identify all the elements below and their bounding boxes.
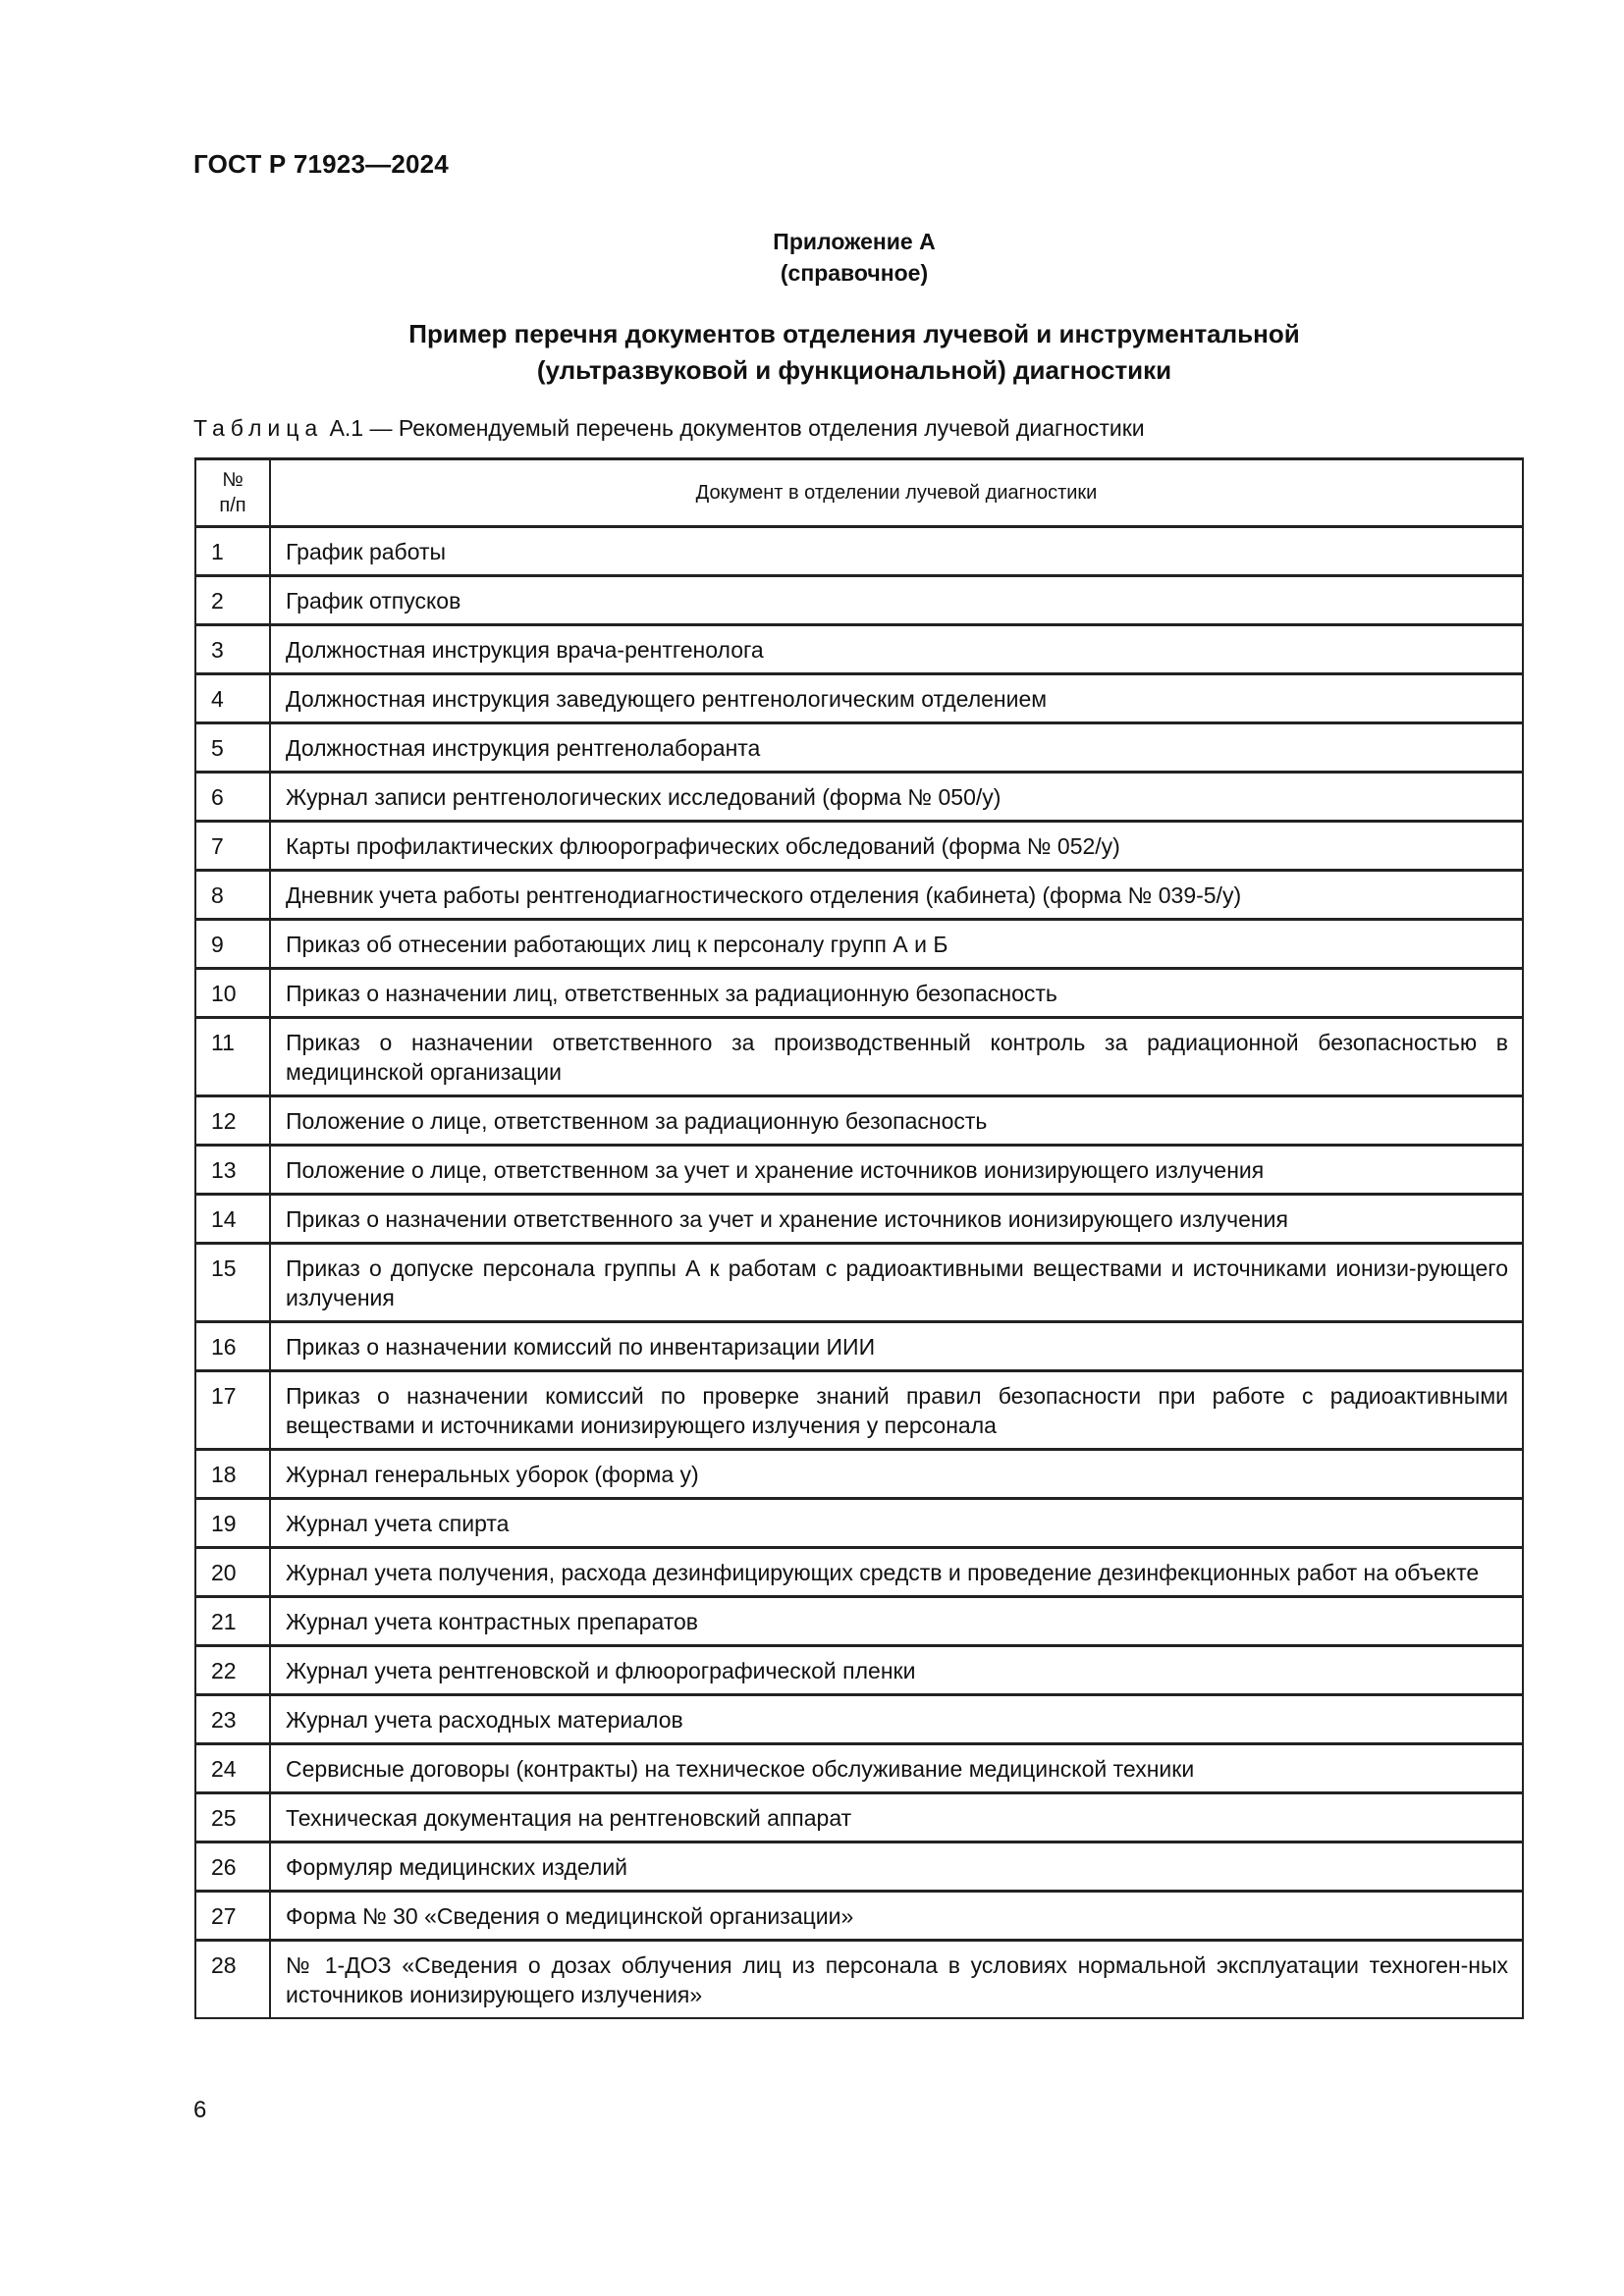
row-number: 11 xyxy=(195,1018,270,1096)
page-number: 6 xyxy=(193,2097,207,2123)
table-caption-text: А.1 — Рекомендуемый перечень документов отделения лучевой диагностики xyxy=(329,415,1145,441)
column-header-document: Документ в отделении лучевой диагностики xyxy=(270,459,1523,527)
row-number: 3 xyxy=(195,625,270,674)
table-row xyxy=(195,527,1523,576)
column-header-number: № п/п xyxy=(195,459,270,527)
table-row xyxy=(195,969,1523,1018)
table-caption xyxy=(193,415,1145,442)
table-row xyxy=(195,1450,1523,1499)
row-number: 17 xyxy=(195,1371,270,1450)
table-row xyxy=(195,1892,1523,1941)
row-number: 15 xyxy=(195,1244,270,1322)
table-row xyxy=(195,625,1523,674)
row-number: 13 xyxy=(195,1146,270,1195)
table-row xyxy=(195,1244,1523,1322)
table-row xyxy=(195,1371,1523,1450)
row-document: Журнал учета спирта xyxy=(270,1499,1523,1548)
row-document: Журнал учета расходных материалов xyxy=(270,1695,1523,1744)
row-number: 1 xyxy=(195,527,270,576)
table-caption-prefix: Таблица xyxy=(193,415,324,441)
row-number: 9 xyxy=(195,920,270,969)
table-row xyxy=(195,576,1523,625)
table-row xyxy=(195,1195,1523,1244)
annex-title-line-2: (ультразвуковой и функциональной) диагностики xyxy=(536,355,1172,385)
row-document: Приказ об отнесении работающих лиц к персоналу групп А и Б xyxy=(270,920,1523,969)
table-row xyxy=(195,1597,1523,1646)
row-document: Приказ о назначении лиц, ответственных за радиационную безопасность xyxy=(270,969,1523,1018)
row-number: 28 xyxy=(195,1941,270,2019)
table-row xyxy=(195,1695,1523,1744)
row-document: Журнал генеральных уборок (форма у) xyxy=(270,1450,1523,1499)
table-row xyxy=(195,773,1523,822)
row-document: Карты профилактических флюорографических обследований (форма № 052/у) xyxy=(270,822,1523,871)
annex-type: (справочное) xyxy=(780,260,929,286)
row-document: Приказ о допуске персонала группы А к работам с радиоактивными веществами и источниками ионизи-рующего излучения xyxy=(270,1244,1523,1322)
table-row xyxy=(195,1146,1523,1195)
row-document: Журнал учета контрастных препаратов xyxy=(270,1597,1523,1646)
document-code: ГОСТ Р 71923—2024 xyxy=(193,149,449,179)
row-document: Должностная инструкция заведующего рентгенологическим отделением xyxy=(270,674,1523,723)
annex-heading xyxy=(0,226,1624,289)
row-document: Приказ о назначении ответственного за учет и хранение источников ионизирующего излучения xyxy=(270,1195,1523,1244)
row-document: Формуляр медицинских изделий xyxy=(270,1842,1523,1892)
table-row xyxy=(195,723,1523,773)
annex-title xyxy=(0,316,1624,389)
table-row xyxy=(195,1548,1523,1597)
row-number: 24 xyxy=(195,1744,270,1793)
table-row xyxy=(195,920,1523,969)
table-row xyxy=(195,1744,1523,1793)
row-document: Приказ о назначении комиссий по проверке знаний правил безопасности при работе с радиоактивными веществами и источниками ионизирующего излучения у персонала xyxy=(270,1371,1523,1450)
row-document: Дневник учета работы рентгенодиагностического отделения (кабинета) (форма № 039-5/у) xyxy=(270,871,1523,920)
row-number: 21 xyxy=(195,1597,270,1646)
row-number: 18 xyxy=(195,1450,270,1499)
table-row xyxy=(195,1646,1523,1695)
row-document: Сервисные договоры (контракты) на техническое обслуживание медицинской техники xyxy=(270,1744,1523,1793)
row-document: Техническая документация на рентгеновский аппарат xyxy=(270,1793,1523,1842)
row-document: Форма № 30 «Сведения о медицинской организации» xyxy=(270,1892,1523,1941)
row-number: 4 xyxy=(195,674,270,723)
row-document: График отпусков xyxy=(270,576,1523,625)
row-number: 14 xyxy=(195,1195,270,1244)
row-document: Журнал учета рентгеновской и флюорографической пленки xyxy=(270,1646,1523,1695)
table-row xyxy=(195,674,1523,723)
row-document: Журнал учета получения, расхода дезинфицирующих средств и проведение дезинфекционных работ на объекте xyxy=(270,1548,1523,1597)
table-row xyxy=(195,1018,1523,1096)
row-document: Приказ о назначении комиссий по инвентаризации ИИИ xyxy=(270,1322,1523,1371)
row-number: 7 xyxy=(195,822,270,871)
row-document: Должностная инструкция рентгенолаборанта xyxy=(270,723,1523,773)
row-number: 22 xyxy=(195,1646,270,1695)
table-row xyxy=(195,1499,1523,1548)
annex-label: Приложение А xyxy=(773,229,936,254)
row-document: Должностная инструкция врача-рентгенолога xyxy=(270,625,1523,674)
row-number: 20 xyxy=(195,1548,270,1597)
row-number: 23 xyxy=(195,1695,270,1744)
table-header-row xyxy=(195,459,1523,527)
table-row xyxy=(195,1793,1523,1842)
row-number: 19 xyxy=(195,1499,270,1548)
annex-title-line-1: Пример перечня документов отделения лучевой и инструментальной xyxy=(408,319,1300,348)
table-row xyxy=(195,1322,1523,1371)
table-row xyxy=(195,1096,1523,1146)
row-number: 10 xyxy=(195,969,270,1018)
row-number: 2 xyxy=(195,576,270,625)
table-row xyxy=(195,1842,1523,1892)
row-number: 27 xyxy=(195,1892,270,1941)
row-document: Журнал записи рентгенологических исследований (форма № 050/у) xyxy=(270,773,1523,822)
table-body xyxy=(195,527,1523,2019)
row-number: 12 xyxy=(195,1096,270,1146)
documents-table xyxy=(194,457,1524,2019)
table-row xyxy=(195,1941,1523,2019)
table-row xyxy=(195,822,1523,871)
row-document: Положение о лице, ответственном за радиационную безопасность xyxy=(270,1096,1523,1146)
row-document: Положение о лице, ответственном за учет и хранение источников ионизирующего излучения xyxy=(270,1146,1523,1195)
row-document: Приказ о назначении ответственного за производственный контроль за радиационной безопасностью в медицинской организации xyxy=(270,1018,1523,1096)
table-row xyxy=(195,871,1523,920)
row-number: 26 xyxy=(195,1842,270,1892)
row-document: График работы xyxy=(270,527,1523,576)
row-number: 8 xyxy=(195,871,270,920)
row-number: 5 xyxy=(195,723,270,773)
row-number: 6 xyxy=(195,773,270,822)
row-number: 25 xyxy=(195,1793,270,1842)
row-document: № 1-ДОЗ «Сведения о дозах облучения лиц из персонала в условиях нормальной эксплуатации техноген-ных источников ионизирующего излучения» xyxy=(270,1941,1523,2019)
row-number: 16 xyxy=(195,1322,270,1371)
